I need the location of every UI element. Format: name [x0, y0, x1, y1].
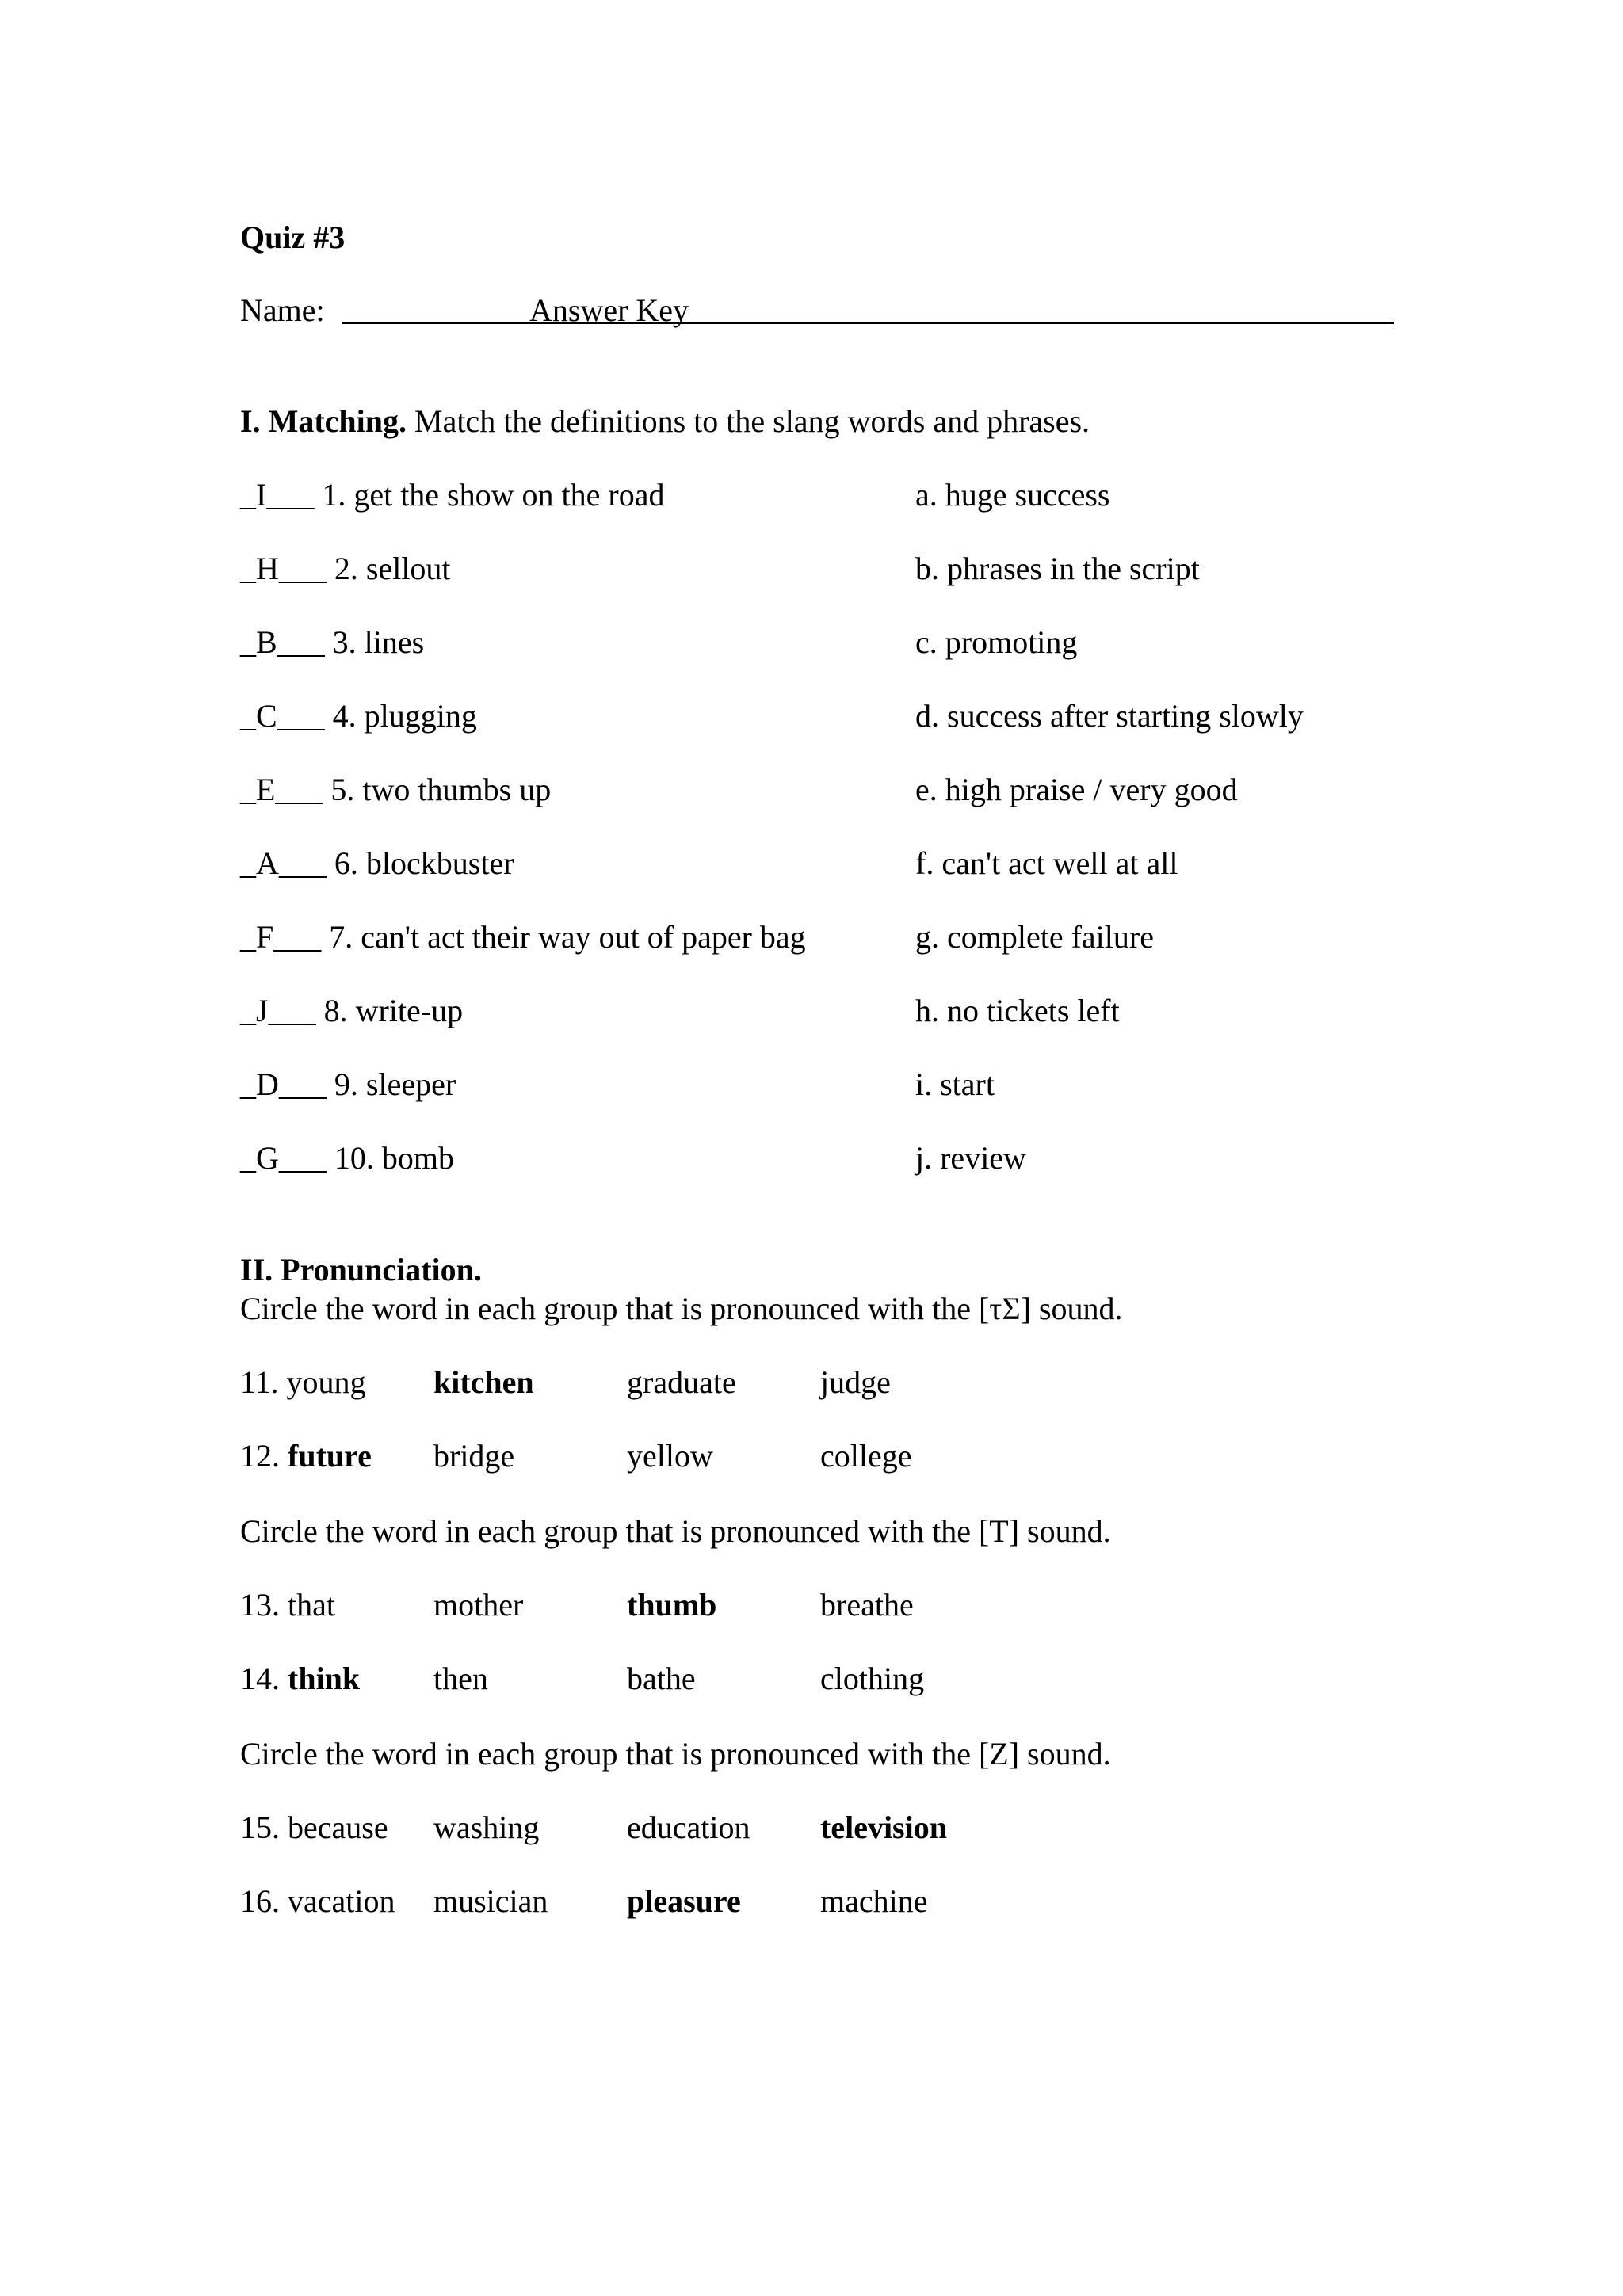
- word-choice: yellow: [627, 1438, 713, 1474]
- word-choice-answer: thumb: [627, 1587, 717, 1623]
- name-value: Answer Key: [529, 292, 689, 328]
- pronunciation-instruction-2: Circle the word in each group that is pronounced with the [T] sound.: [240, 1513, 1111, 1549]
- matching-item-7: _F___ 7. can't act their way out of paper bag: [240, 919, 806, 955]
- matching-item-8: _J___ 8. write-up: [240, 993, 464, 1028]
- pronunciation-heading: II. Pronunciation.: [240, 1252, 482, 1287]
- question-15: [240, 1812, 388, 1844]
- word-choice-answer: television: [820, 1810, 947, 1845]
- question-11: [240, 1364, 366, 1400]
- quiz-title: Quiz #3: [240, 219, 346, 255]
- word-choice: machine: [820, 1883, 928, 1919]
- word-choice: breathe: [820, 1587, 914, 1623]
- question-number: 15.: [240, 1810, 280, 1845]
- word-choice: then: [433, 1661, 488, 1696]
- matching-heading-label: I. Matching.: [240, 403, 407, 439]
- word-choice: young: [286, 1364, 366, 1400]
- definition-j: j. review: [915, 1140, 1026, 1176]
- question-number: 14.: [240, 1661, 280, 1696]
- word-choice-answer: kitchen: [433, 1364, 534, 1400]
- definition-d: d. success after starting slowly: [915, 698, 1304, 734]
- word-choice: because: [288, 1810, 388, 1845]
- matching-item-6: _A___ 6. blockbuster: [240, 845, 514, 881]
- matching-item-4: _C___ 4. plugging: [240, 698, 477, 734]
- question-16: [240, 1883, 395, 1919]
- word-choice: graduate: [627, 1364, 736, 1400]
- matching-item-9: _D___ 9. sleeper: [240, 1066, 456, 1102]
- word-choice: that: [288, 1587, 335, 1623]
- question-12: [240, 1440, 372, 1472]
- word-choice: education: [627, 1810, 750, 1845]
- word-choice: judge: [820, 1364, 891, 1400]
- word-choice: mother: [433, 1587, 524, 1623]
- definition-f: f. can't act well at all: [915, 845, 1178, 881]
- question-number: 11.: [240, 1364, 279, 1400]
- name-label: Name:: [240, 292, 325, 328]
- question-number: 12.: [240, 1438, 280, 1474]
- definition-b: b. phrases in the script: [915, 551, 1200, 586]
- word-choice-answer: pleasure: [627, 1883, 741, 1919]
- question-number: 13.: [240, 1587, 280, 1623]
- word-choice: bridge: [433, 1438, 515, 1474]
- word-choice: washing: [433, 1810, 540, 1845]
- definition-h: h. no tickets left: [915, 993, 1120, 1028]
- matching-item-10: _G___ 10. bomb: [240, 1140, 454, 1176]
- word-choice: vacation: [288, 1883, 395, 1919]
- name-underline: [342, 322, 1394, 324]
- definition-g: g. complete failure: [915, 919, 1154, 955]
- word-choice: clothing: [820, 1661, 925, 1696]
- matching-heading: [240, 403, 1090, 439]
- word-choice-answer: future: [288, 1438, 372, 1474]
- definition-c: c. promoting: [915, 624, 1078, 660]
- matching-item-5: _E___ 5. two thumbs up: [240, 772, 552, 807]
- pronunciation-instruction-1: Circle the word in each group that is pronounced with the [τΣ] sound.: [240, 1291, 1123, 1326]
- matching-instruction: Match the definitions to the slang words and phrases.: [407, 403, 1090, 439]
- word-choice: college: [820, 1438, 912, 1474]
- word-choice: musician: [433, 1883, 548, 1919]
- definition-e: e. high praise / very good: [915, 772, 1238, 807]
- question-number: 16.: [240, 1883, 280, 1919]
- matching-item-2: _H___ 2. sellout: [240, 551, 451, 586]
- question-13: [240, 1589, 335, 1621]
- definition-i: i. start: [915, 1066, 995, 1102]
- matching-item-3: _B___ 3. lines: [240, 624, 425, 660]
- definition-a: a. huge success: [915, 477, 1110, 513]
- matching-item-1: _I___ 1. get the show on the road: [240, 477, 665, 513]
- question-14: [240, 1663, 360, 1695]
- pronunciation-instruction-3: Circle the word in each group that is pronounced with the [Z] sound.: [240, 1736, 1111, 1772]
- word-choice-answer: think: [288, 1661, 361, 1696]
- word-choice: bathe: [627, 1661, 696, 1696]
